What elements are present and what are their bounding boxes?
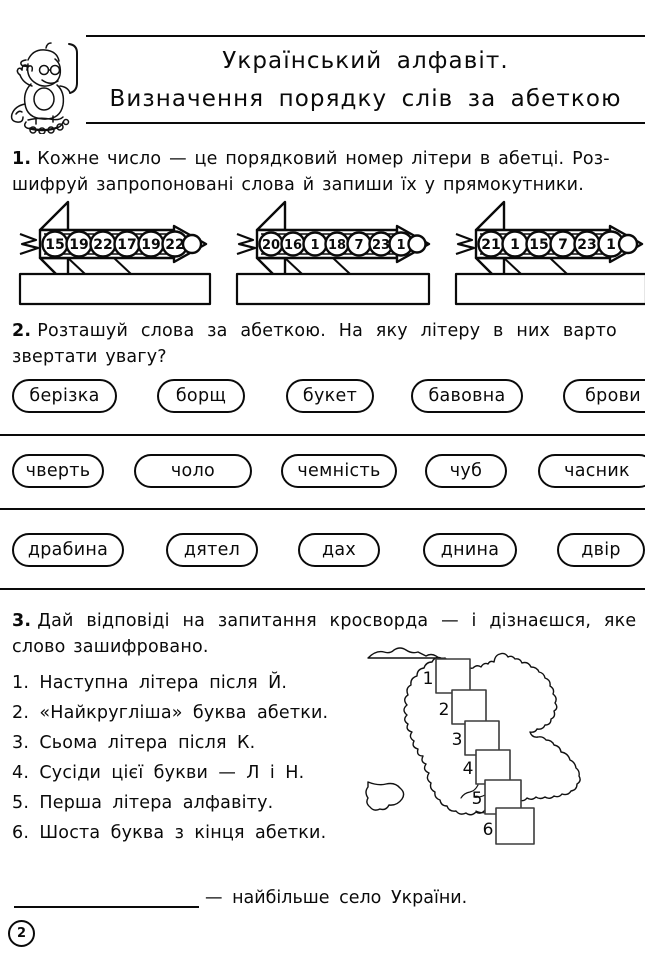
question-number: 5. [12,793,30,813]
page-header [0,34,645,139]
svg-text:3: 3 [451,730,463,750]
question-number: 1. [12,673,30,693]
question-text: «Найкругліша» буква абетки. [39,703,329,723]
task1-number: 1. [12,149,32,169]
question-number: 3. [12,733,30,753]
svg-text:23: 23 [577,237,597,253]
task1-instruction [12,146,610,198]
svg-text:15: 15 [45,237,65,253]
word-chip[interactable]: брови [563,379,645,413]
svg-text:6: 6 [482,820,494,840]
svg-text:18: 18 [327,238,347,253]
divider-line-2 [0,508,645,510]
word-chip[interactable]: двір [557,533,645,567]
word-row-3 [0,533,645,569]
word-chip[interactable]: берізка [12,379,117,413]
word-chip[interactable]: букет [286,379,374,413]
question-text: Наступна літера після Й. [39,673,288,693]
task3-text-line-1: Дай відповіді на запитання кросворда — і дізнаєшся, яке [37,611,637,631]
svg-text:4: 4 [462,759,474,779]
word-chip[interactable]: днина [423,533,517,567]
svg-text:1: 1 [510,237,520,253]
word-chip[interactable]: часник [538,454,645,488]
mascot-illustration [6,36,82,134]
svg-text:5: 5 [471,789,483,809]
word-chip[interactable]: чоло [134,454,252,488]
task2-number: 2. [12,321,32,341]
word-chip[interactable]: борщ [157,379,245,413]
task3-number: 3. [12,611,32,631]
svg-text:22: 22 [165,237,185,253]
map-of-ukraine-icon [330,640,645,875]
task2-text-line-1: Розташуй слова за абеткою. На яку літеру в них варто [37,321,617,341]
svg-text:1: 1 [396,238,406,253]
svg-text:17: 17 [117,237,137,253]
divider-line-1 [0,434,645,436]
rocket-puzzle-1 [14,196,219,306]
word-chip[interactable]: чверть [12,454,104,488]
svg-text:21: 21 [481,237,501,253]
page-title-block [86,34,645,134]
question-number: 4. [12,763,30,783]
svg-text:19: 19 [69,237,89,253]
word-row-2 [0,454,645,490]
word-chip[interactable]: чемність [281,454,397,488]
svg-text:1: 1 [310,238,320,253]
svg-text:2: 2 [438,700,450,720]
page-title-line-2: Визначення порядку слів за абеткою [109,86,622,112]
svg-text:19: 19 [141,237,161,253]
task3-text-line-2: слово зашифровано. [12,637,209,657]
task1-text-line-2: шифруй запропоновані слова й запиши їх у прямокутники. [12,175,585,195]
svg-text:16: 16 [283,238,303,253]
task2-instruction [12,318,617,370]
page-title-line-1: Український алфавіт. [222,48,509,74]
svg-text:23: 23 [371,238,391,253]
title-rule-bottom [86,122,645,124]
svg-text:22: 22 [93,237,113,253]
ukraine-map-with-crossword [330,640,645,875]
svg-text:20: 20 [261,238,281,253]
page-number-badge: 2 [8,920,35,947]
word-chip[interactable]: драбина [12,533,124,567]
rocket-puzzle-2 [233,196,443,306]
svg-text:1: 1 [422,669,434,689]
word-chip[interactable]: дятел [166,533,258,567]
answer-caption: — найбільше село України. [205,888,468,908]
question-text: Сусіди цієї букви — Л і Н. [39,763,305,783]
question-text: Сьома літера після К. [39,733,256,753]
rocket-puzzle-3 [452,196,645,306]
svg-text:7: 7 [558,237,568,253]
question-text: Шоста буква з кінця абетки. [39,823,327,843]
word-row-1 [0,379,645,415]
svg-text:1: 1 [606,237,616,253]
answer-blank-line[interactable] [14,906,199,908]
task1-rockets [0,196,645,306]
title-rule-top [86,35,645,37]
svg-text:7: 7 [354,238,364,253]
crossword-questions [12,668,328,848]
word-chip[interactable]: чуб [425,454,507,488]
word-chip[interactable]: дах [298,533,380,567]
question-number: 6. [12,823,30,843]
task2-text-line-2: звертати увагу? [12,347,167,367]
question-text: Перша літера алфавіту. [39,793,274,813]
task1-text-line-1: Кожне число — це порядковий номер літери в абетці. Роз- [37,149,610,169]
svg-text:15: 15 [529,237,549,253]
question-number: 2. [12,703,30,723]
divider-line-3 [0,588,645,590]
word-chip[interactable]: бавовна [411,379,523,413]
